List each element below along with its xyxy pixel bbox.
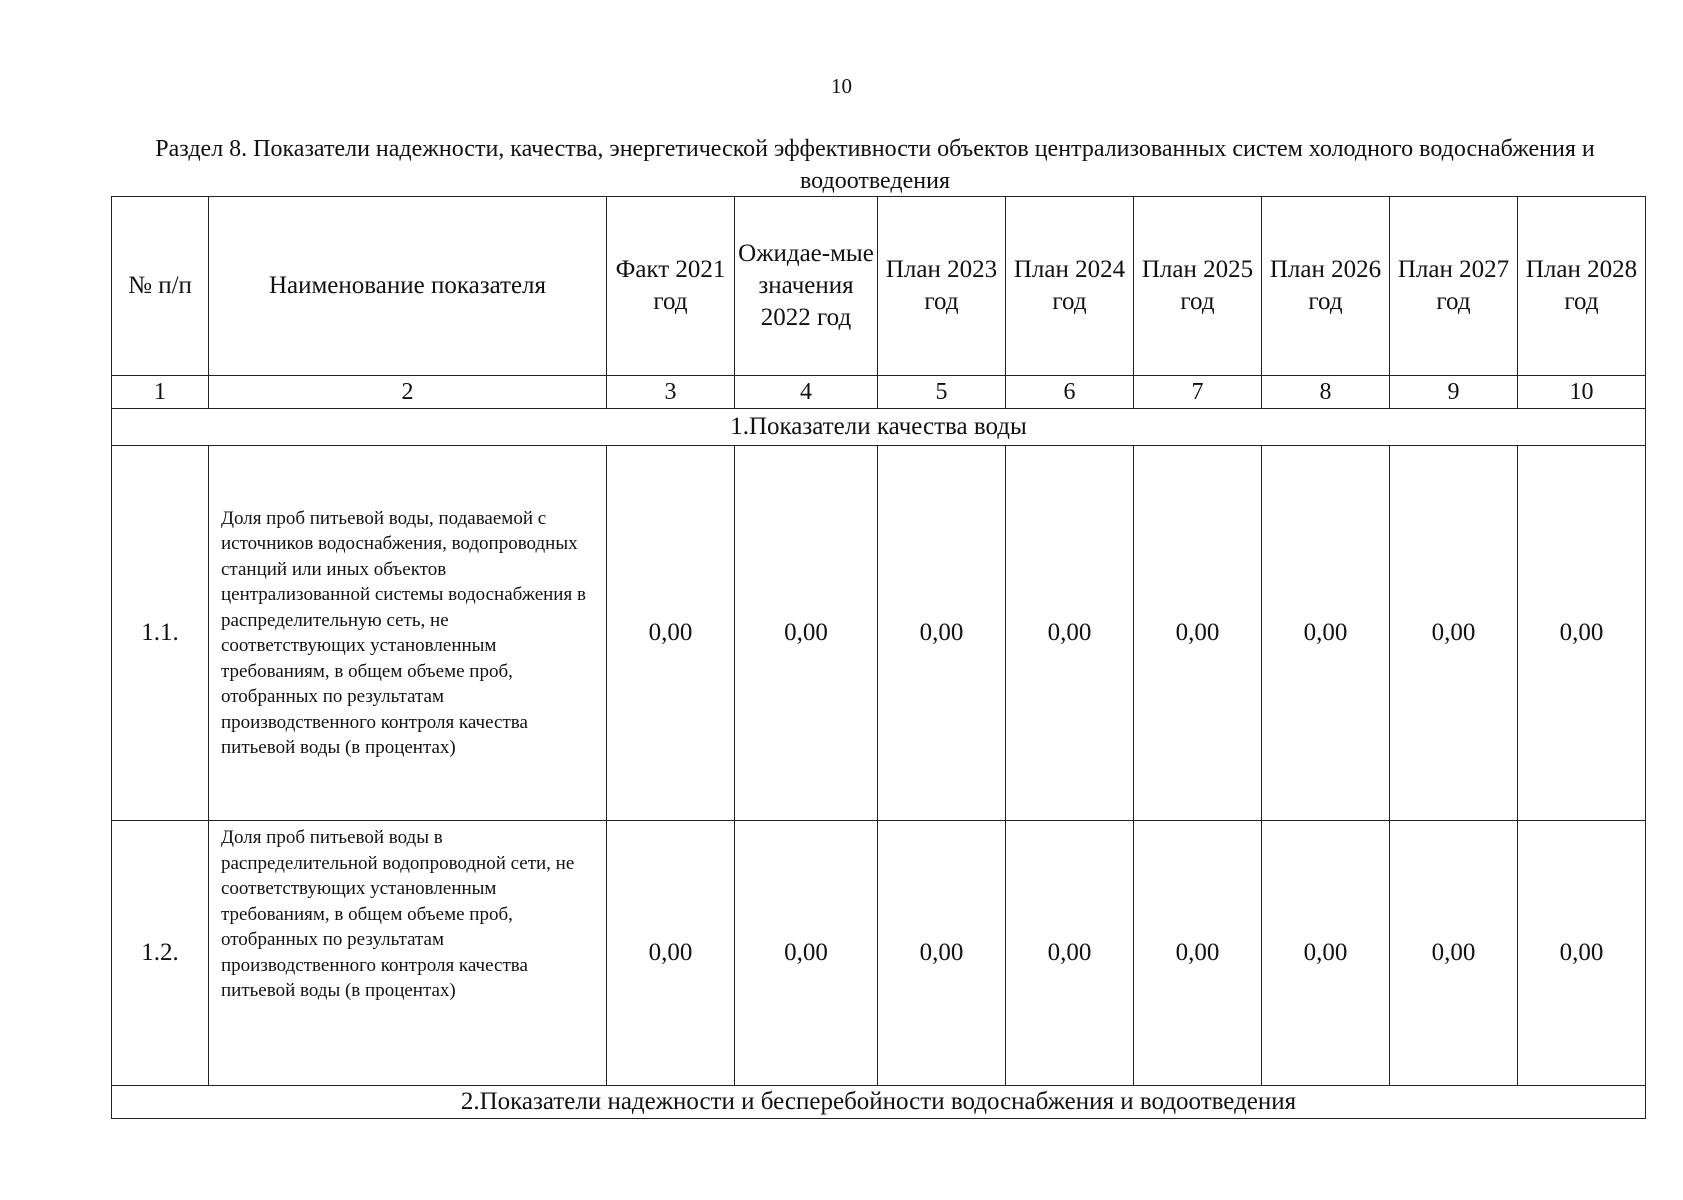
header-cell-indicator-name: Наименование показателя — [209, 197, 607, 376]
row-number-cell: 1.2. — [112, 821, 209, 1086]
column-number-cell: 1 — [112, 376, 209, 409]
value-cell: 0,00 — [1006, 446, 1134, 821]
value-cell: 0,00 — [607, 446, 735, 821]
value-cell: 0,00 — [1390, 821, 1518, 1086]
table-row — [112, 821, 1646, 1086]
header-cell-number: № п/п — [112, 197, 209, 376]
column-number-row — [112, 376, 1646, 409]
header-cell-fact-2021: Факт 2021 год — [607, 197, 735, 376]
indicator-name-cell: Доля проб питьевой воды в распределительной водопроводной сети, не соответствующих установленным требованиям, в общем объеме проб, отобранных по результатам производственного контроля качества питьевой воды (в процентах) — [209, 821, 607, 1086]
value-cell: 0,00 — [735, 821, 878, 1086]
column-number-cell: 3 — [607, 376, 735, 409]
value-cell: 0,00 — [1518, 446, 1646, 821]
indicator-name-cell: Доля проб питьевой воды, подаваемой с источников водоснабжения, водопроводных станций или иных объектов централизованной системы водоснабжения в распределительную сеть, не соответствующих установленным требованиям, в общем объеме проб, отобранных по результатам производственного контроля качества питьевой воды (в процентах) — [209, 446, 607, 821]
value-cell: 0,00 — [1134, 821, 1262, 1086]
section-heading-row — [112, 409, 1646, 446]
column-number-cell: 10 — [1518, 376, 1646, 409]
column-number-cell: 4 — [735, 376, 878, 409]
header-cell-plan-2026: План 2026 год — [1262, 197, 1390, 376]
table-row — [112, 446, 1646, 821]
header-cell-expected-2022: Ожидае-мые значения 2022 год — [735, 197, 878, 376]
section-2-heading: 2.Показатели надежности и бесперебойности водоснабжения и водоотведения — [112, 1086, 1646, 1119]
column-number-cell: 7 — [1134, 376, 1262, 409]
value-cell: 0,00 — [1262, 821, 1390, 1086]
header-cell-plan-2027: План 2027 год — [1390, 197, 1518, 376]
value-cell: 0,00 — [1006, 821, 1134, 1086]
column-number-cell: 5 — [878, 376, 1006, 409]
section-title: Раздел 8. Показатели надежности, качества, энергетической эффективности объектов централизованных систем холодного водоснабжения и водоотведения — [155, 136, 1595, 194]
table-header-row — [112, 197, 1646, 376]
column-number-cell: 9 — [1390, 376, 1518, 409]
column-number-cell: 6 — [1006, 376, 1134, 409]
header-cell-plan-2023: План 2023 год — [878, 197, 1006, 376]
header-cell-plan-2025: План 2025 год — [1134, 197, 1262, 376]
value-cell: 0,00 — [1134, 446, 1262, 821]
value-cell: 0,00 — [1390, 446, 1518, 821]
row-number-cell: 1.1. — [112, 446, 209, 821]
header-cell-plan-2028: План 2028 год — [1518, 197, 1646, 376]
value-cell: 0,00 — [878, 446, 1006, 821]
section-1-heading: 1.Показатели качества воды — [112, 409, 1646, 446]
column-number-cell: 8 — [1262, 376, 1390, 409]
value-cell: 0,00 — [1518, 821, 1646, 1086]
indicators-table — [111, 196, 1646, 1119]
header-cell-plan-2024: План 2024 год — [1006, 197, 1134, 376]
value-cell: 0,00 — [607, 821, 735, 1086]
column-number-cell: 2 — [209, 376, 607, 409]
value-cell: 0,00 — [878, 821, 1006, 1086]
section-heading-row — [112, 1086, 1646, 1119]
value-cell: 0,00 — [1262, 446, 1390, 821]
value-cell: 0,00 — [735, 446, 878, 821]
page-number: 10 — [831, 74, 852, 98]
